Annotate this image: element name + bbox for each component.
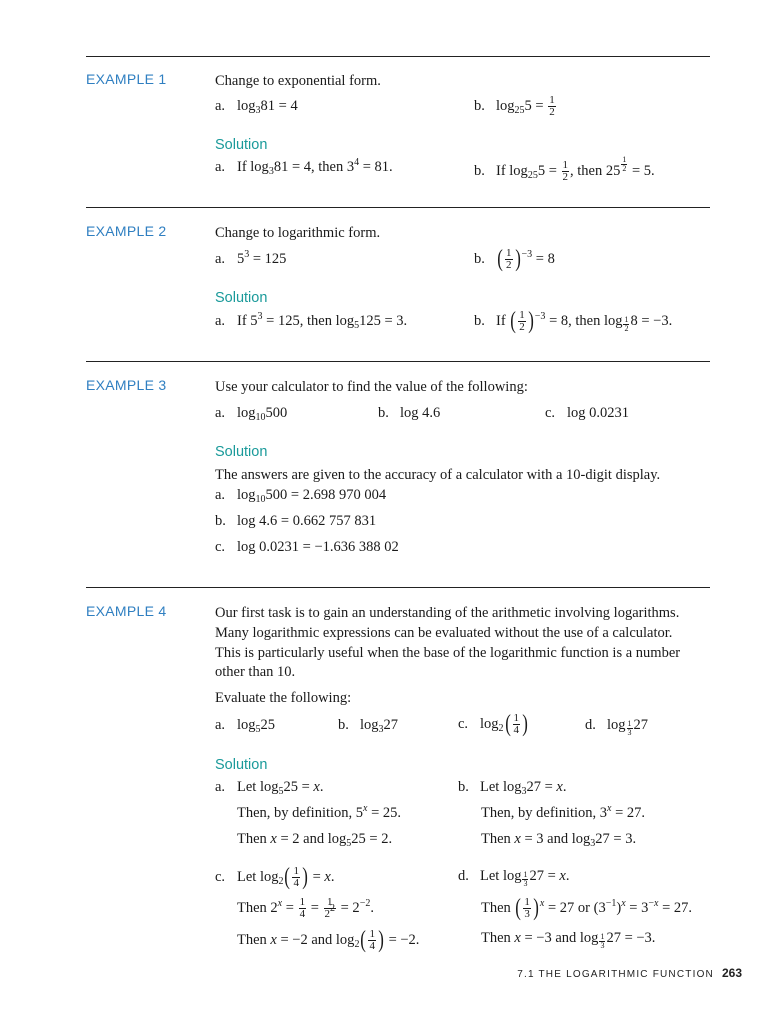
example-4-solution-a-line3: Then x = 2 and $\log_525 = 2$. xyxy=(237,831,393,849)
example-4-solution-b-line2: Then, by definition, $3^x = 27$. xyxy=(481,803,646,821)
example-4-solution-heading: Solution xyxy=(215,757,268,773)
example-3-part-b: b. log 4.6 xyxy=(378,405,441,421)
divider-rule xyxy=(86,56,710,57)
divider-rule xyxy=(86,587,710,588)
page-footer xyxy=(517,966,742,980)
example-3-part-a: a. $\log_{10}500$ xyxy=(215,405,288,423)
example-4-solution-d-line3: Then x = −3 and log $\frac{1}{3}$ 27 = −3. xyxy=(481,930,656,950)
example-4-intro-line: This is particularly useful when the base of the logarithmic function is a number xyxy=(215,645,681,661)
example-3-solution-intro: The answers are given to the accuracy of a calculator with a 10-digit display. xyxy=(215,467,661,483)
example-3-part-c: c. log 0.0231 xyxy=(545,405,630,421)
example-1-part-b: b. $\log_{25}5$ = $\frac{1}{2}$ xyxy=(474,94,555,118)
example-4-intro-line: Many logarithmic expressions can be evaluated without the use of a calculator. xyxy=(215,625,673,641)
example-4-part-c: c. $\log_2$( $\frac{1}{4}$ ) xyxy=(458,710,528,737)
example-4-part-b: b. $\log_327$ xyxy=(338,717,399,735)
example-3-label: EXAMPLE 3 xyxy=(86,377,167,393)
example-3-prompt: Use your calculator to find the value of the following: xyxy=(215,379,528,395)
example-1-solution-heading: Solution xyxy=(215,137,268,153)
example-3-answer-c: c. log 0.0231 = −1.636 388 02 xyxy=(215,539,399,555)
page-number: 263 xyxy=(721,966,742,980)
example-4-intro-line: other than 10. xyxy=(215,664,296,680)
running-head: 7.1 THE LOGARITHMIC FUNCTION xyxy=(517,969,714,980)
example-4-solution-b-line1: b. Let $\log_327 = x$. xyxy=(458,779,567,797)
example-3-solution-heading: Solution xyxy=(215,444,268,460)
example-1-prompt: Change to exponential form. xyxy=(215,73,381,89)
example-4-solution-d-line2: Then ( $\frac{1}{3}$ )$^x$ = 27 or $(3^{-1})^x = 3^{-x} = 27$. xyxy=(481,894,692,921)
example-4-solution-b-line3: Then x = 3 and $\log_327 = 3$. xyxy=(481,831,637,849)
example-3-answer-b: b. log 4.6 = 0.662 757 831 xyxy=(215,513,377,529)
example-2-label: EXAMPLE 2 xyxy=(86,223,167,239)
example-2-prompt: Change to logarithmic form. xyxy=(215,225,381,241)
example-4-solution-c-line1: c. Let $\log_2$( $\frac{1}{4}$ ) = x. xyxy=(215,863,335,890)
example-4-part-a: a. $\log_525$ xyxy=(215,717,276,735)
example-4-part-d: d. log $\frac{1}{3}$ 27 xyxy=(585,717,649,737)
example-2-solution-heading: Solution xyxy=(215,290,268,306)
example-4-label: EXAMPLE 4 xyxy=(86,603,167,619)
example-4-solution-c-line2: Then $2^x$ = $\frac{1}{4}$ = $\frac{1}{2^2}$ = $2^{-2}$. xyxy=(237,896,374,920)
divider-rule xyxy=(86,207,710,208)
example-1-part-a: a. $\log_381 = 4$ xyxy=(215,98,298,116)
example-3-answer-a: a. $\log_{10}500 = 2.698$ 970 004 xyxy=(215,487,387,505)
example-4-prompt: Evaluate the following: xyxy=(215,690,352,706)
example-2-solution-b: b. If ( $\frac{1}{2}$ )$^{-3}$ = 8, then log $\frac{1}{2}$ 8 = −3. xyxy=(474,307,673,334)
example-4-solution-d-line1: d. Let log $\frac{1}{3}$ 27 = x. xyxy=(458,868,570,888)
example-4-solution-a-line2: Then, by definition, $5^x = 25$. xyxy=(237,803,402,821)
example-2-part-b: b. ( $\frac{1}{2}$ )$^{-3}$ = 8 xyxy=(474,245,555,272)
example-1-solution-b: b. If $\log_{25}5$ = $\frac{1}{2}$ , then 25 $\frac{1}{2}$ = 5. xyxy=(474,155,655,184)
example-4-solution-c-line3: Then x = −2 and $\log_2$( $\frac{1}{4}$ ) = −2. xyxy=(237,926,420,953)
example-1-solution-a: a. If $\log_381 = 4$, then $3^4 = 81$. xyxy=(215,157,393,177)
divider-rule xyxy=(86,361,710,362)
example-1-label: EXAMPLE 1 xyxy=(86,71,167,87)
example-4-solution-a-line1: a. Let $\log_525 = x$. xyxy=(215,779,324,797)
example-2-solution-a: a. If $5^3 = 125$, then $\log_5125 = 3$. xyxy=(215,311,408,331)
example-2-part-a: a. $5^3 = 125$ xyxy=(215,249,287,267)
example-4-intro-line: Our first task is to gain an understanding of the arithmetic involving logarithms. xyxy=(215,605,680,621)
